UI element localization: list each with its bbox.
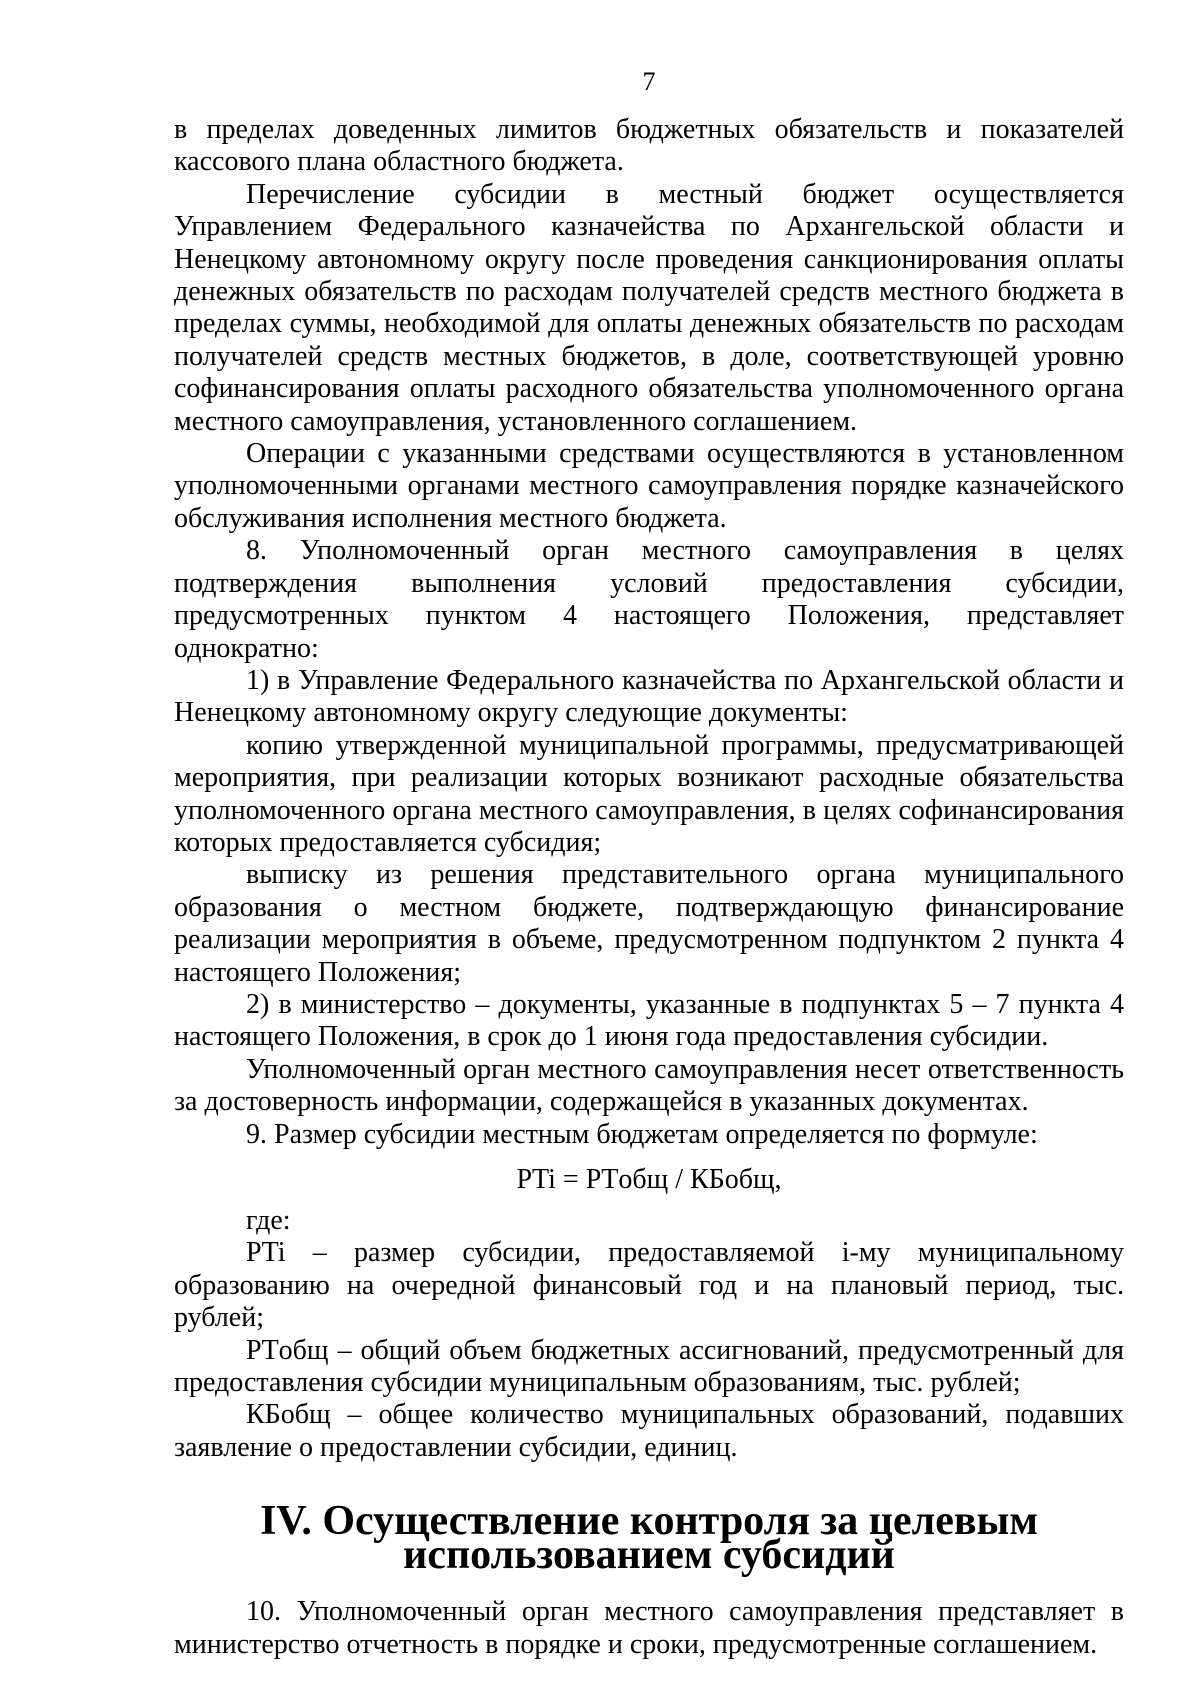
definition-ptobsch: PTобщ – общий объем бюджетных ассигнований, предусмотренный для предоставления субсидии муниципальным образованиям, тыс. рублей;: [174, 1334, 1124, 1399]
paragraph-transfer: Перечисление субсидии в местный бюджет осуществляется Управлением Федерального казначейства по Архангельской области и Ненецкому автономному округу после проведения санкционирования оплаты денежных обязательств по расходам получателей средств местного бюджета в пределах суммы, необходимой для оплаты денежных обязательств по расходам получателей средств местных бюджетов, в доле, соответствующей уровню софинансирования оплаты расходного обязательства уполномоченного органа местного самоуправления, установленного соглашением.: [174, 178, 1124, 437]
section-heading: IV. Осуществление контроля за целевым использованием субсидий: [260, 1498, 1038, 1579]
paragraph-item-8: 8. Уполномоченный орган местного самоуправления в целях подтверждения выполнения условий предоставления субсидии, предусмотренных пунктом 4 настоящего Положения, представляет однократно:: [174, 535, 1124, 664]
paragraph-responsibility: Уполномоченный орган местного самоуправления несет ответственность за достоверность информации, содержащейся в указанных документах.: [174, 1053, 1124, 1118]
paragraph-item-10: 10. Уполномоченный орган местного самоуправления представляет в министерство отчетность в порядке и сроки, предусмотренные соглашением.: [174, 1596, 1124, 1660]
paragraph-subitem-1: 1) в Управление Федерального казначейства по Архангельской области и Ненецкому автономному округу следующие документы:: [174, 664, 1124, 729]
definition-kbobsch: КБобщ – общее количество муниципальных образований, подавших заявление о предоставлении субсидии, единиц.: [174, 1399, 1124, 1463]
document-body: [174, 114, 1124, 1661]
subsidy-formula: PTi = PTобщ / КБобщ,: [516, 1164, 782, 1195]
paragraph-operations: Операции с указанными средствами осуществляются в установленном уполномоченными органами местного самоуправления порядке казначейского обслуживания исполнения местного бюджета.: [174, 438, 1124, 534]
document-page: [174, 0, 1124, 1697]
paragraph-subitem-2: 2) в министерство – документы, указанные в подпунктах 5 – 7 пункта 4 настоящего Положения, в срок до 1 июня года предоставления субсидии.: [174, 988, 1124, 1053]
paragraph-budget-extract: выписку из решения представительного органа муниципального образования о местном бюджете, подтверждающую финансирование реализации мероприятия в объеме, предусмотренном подпунктом 2 пункта 4 настоящего Положения;: [174, 859, 1124, 988]
paragraph-item-9: 9. Размер субсидии местным бюджетам определяется по формуле:: [246, 1118, 1038, 1150]
page-number: 7: [642, 67, 656, 96]
definition-pti: PTi – размер субсидии, предоставляемой i-му муниципальному образованию на очередной финансовый год и на плановый период, тыс. рублей;: [174, 1237, 1124, 1334]
paragraph-continuation: в пределах доведенных лимитов бюджетных обязательств и показателей кассового плана областного бюджета.: [174, 114, 1124, 178]
paragraph-where: где:: [246, 1205, 291, 1236]
paragraph-program-copy: копию утвержденной муниципальной программы, предусматривающей мероприятия, при реализации которых возникают расходные обязательства уполномоченного органа местного самоуправления, в целях софинансирования которых предоставляется субсидия;: [174, 729, 1124, 858]
